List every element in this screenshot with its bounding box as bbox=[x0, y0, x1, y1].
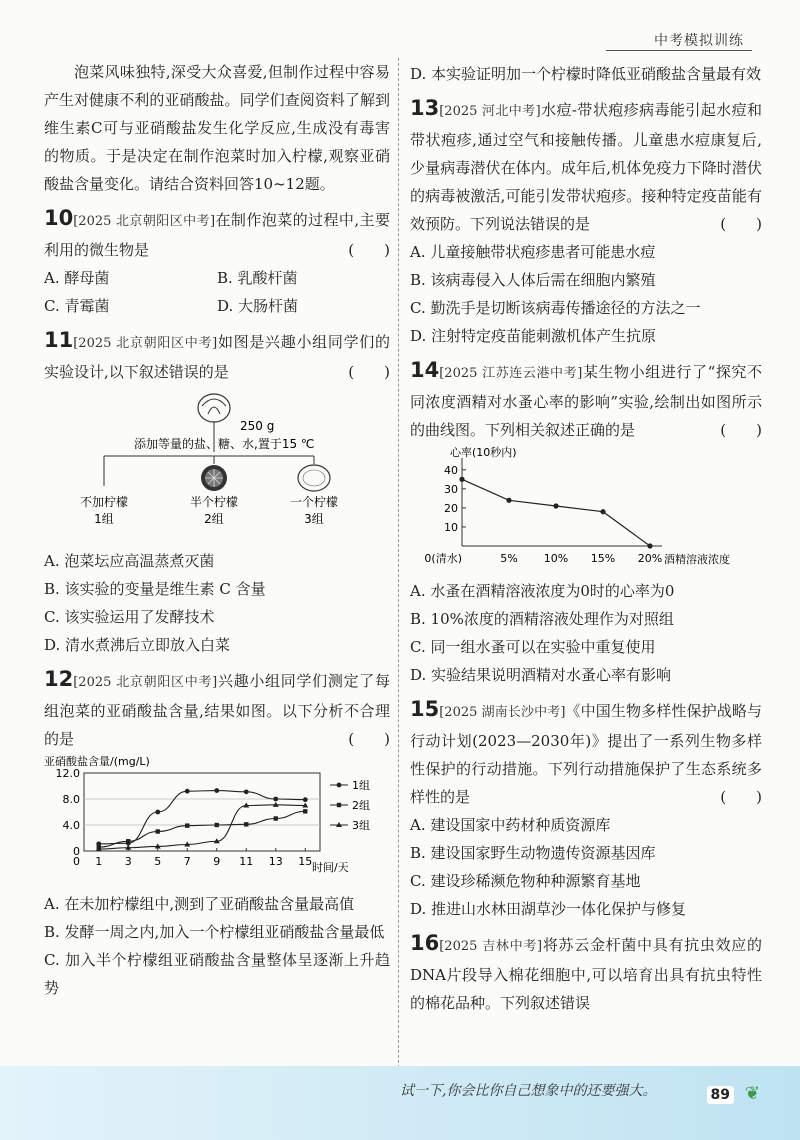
option-a[interactable]: A. 建设国家中药材种质资源库 bbox=[410, 816, 611, 834]
question-13 bbox=[410, 94, 762, 350]
question-stem: 如图是兴趣小组同学们的实验设计,以下叙述错误的是 bbox=[44, 333, 390, 381]
data-point bbox=[185, 789, 190, 794]
question-source: [2025 江苏连云港中考] bbox=[439, 366, 583, 381]
intro-paragraph: 泡菜风味独特,深受大众喜爱,但制作过程中容易产生对健康不利的亚硝酸盐。同学们查阅资料了解到维生素C可与亚硝酸盐发生化学反应,生成没有毒害的物质。于是决定在制作泡菜时加入柠檬,观察亚硝酸盐含量变化。请结合资料回答10~12题。 bbox=[44, 63, 390, 193]
group-3-name: 3组 bbox=[304, 512, 324, 526]
y-tick-label: 20 bbox=[444, 501, 458, 515]
question-number: 12 bbox=[44, 667, 74, 691]
data-point bbox=[647, 543, 652, 548]
series-line bbox=[462, 479, 650, 546]
data-point bbox=[185, 823, 189, 827]
half-lemon-icon bbox=[201, 465, 227, 491]
experiment-figure bbox=[44, 386, 390, 538]
x-tick-label: 5 bbox=[154, 855, 162, 868]
question-source: [2025 吉林中考] bbox=[439, 939, 543, 954]
data-point bbox=[600, 509, 605, 514]
legend-label: 2组 bbox=[352, 799, 370, 812]
x-tick-label: 0 bbox=[73, 855, 80, 868]
question-11 bbox=[44, 326, 390, 659]
group-2-label: 半个柠檬 bbox=[189, 495, 239, 509]
option-b[interactable]: B. 发酵一周之内,加入一个柠檬组亚硝酸盐含量最低 bbox=[44, 923, 385, 941]
option-d[interactable]: D. 本实验证明加一个柠檬时降低亚硝酸盐含量最有效 bbox=[410, 65, 762, 83]
section-label: 中考模拟训练 bbox=[654, 33, 744, 49]
question-source: [2025 北京朝阳区中考] bbox=[73, 336, 218, 351]
group-1-label: 不加柠檬 bbox=[79, 495, 129, 509]
x-tick-label: 9 bbox=[213, 855, 221, 868]
question-number: 15 bbox=[410, 697, 440, 721]
group-3-label: 一个柠檬 bbox=[289, 495, 339, 509]
y-tick-label: 4.0 bbox=[62, 819, 80, 832]
nitrite-chart bbox=[44, 753, 390, 881]
data-point bbox=[553, 503, 558, 508]
data-point bbox=[506, 498, 511, 503]
answer-paren: ( ) bbox=[720, 215, 762, 233]
header-rule bbox=[606, 50, 752, 51]
question-10 bbox=[44, 204, 390, 320]
option-c[interactable]: C. 加入半个柠檬组亚硝酸盐含量整体呈逐渐上升趋势 bbox=[44, 951, 390, 997]
question-12 bbox=[44, 665, 390, 1002]
y-tick-label: 8.0 bbox=[62, 793, 80, 806]
option-d[interactable]: D. 注射特定疫苗能刺激机体产生抗原 bbox=[410, 327, 657, 345]
option-c[interactable]: C. 青霉菌 bbox=[44, 297, 110, 315]
question-source: [2025 北京朝阳区中考] bbox=[73, 214, 216, 229]
option-a[interactable]: A. 在未加柠檬组中,测到了亚硝酸盐含量最高值 bbox=[44, 895, 355, 913]
option-a[interactable]: A. 水蚤在酒精溶液浓度为0时的心率为0 bbox=[410, 582, 675, 600]
x-tick-label: 13 bbox=[268, 855, 283, 868]
legend-marker bbox=[337, 783, 342, 788]
answer-paren: ( ) bbox=[720, 788, 762, 806]
group-2-name: 2组 bbox=[204, 512, 224, 526]
option-a[interactable]: A. 泡菜坛应高温蒸煮灭菌 bbox=[44, 552, 215, 570]
data-point bbox=[303, 797, 308, 802]
option-b[interactable]: B. 10%浓度的酒精溶液处理作为对照组 bbox=[410, 610, 674, 628]
x-tick-label: 20% bbox=[637, 552, 663, 565]
sprout-icon: ❦ bbox=[744, 1083, 760, 1104]
x-tick-label: 15 bbox=[298, 855, 313, 868]
answer-paren: ( ) bbox=[348, 730, 390, 748]
answer-paren: ( ) bbox=[348, 241, 390, 259]
question-stem: 《中国生物多样性保护战略与行动计划(2023—2030年)》提出了一系列生物多样性保护的行动措施。下列行动措施保护了生态系统多样性的是 bbox=[410, 702, 762, 806]
data-point bbox=[156, 829, 160, 833]
legend-label: 1组 bbox=[352, 779, 370, 792]
x-tick-label: 15% bbox=[590, 552, 616, 565]
y-tick-label: 30 bbox=[444, 482, 458, 496]
right-column bbox=[410, 58, 762, 1017]
footer-motto: 试一下,你会比你自己想象中的还要强大。 bbox=[400, 1083, 657, 1099]
lemon-icon bbox=[298, 465, 330, 491]
y-tick-label: 12.0 bbox=[55, 767, 80, 780]
answer-paren: ( ) bbox=[720, 421, 762, 439]
data-point bbox=[244, 822, 248, 826]
option-b[interactable]: B. 该实验的变量是维生素 C 含量 bbox=[44, 580, 266, 598]
chart-y-title: 亚硝酸盐含量/(mg/L) bbox=[44, 755, 150, 768]
question-stem: 在制作泡菜的过程中,主要利用的微生物是 bbox=[44, 211, 390, 259]
option-c[interactable]: C. 建设珍稀濒危物种种源繁育基地 bbox=[410, 872, 641, 890]
page-number: 89 bbox=[707, 1086, 734, 1104]
data-point bbox=[303, 809, 307, 813]
data-point bbox=[244, 789, 249, 794]
y-tick-label: 40 bbox=[444, 463, 458, 477]
question-source: [2025 北京朝阳区中考] bbox=[73, 675, 218, 690]
x-tick-label: 10% bbox=[543, 552, 569, 565]
question-14 bbox=[410, 356, 762, 689]
legend-marker bbox=[337, 803, 341, 807]
question-source: [2025 河北中考] bbox=[439, 104, 541, 119]
x-tick-label: 0(清水) bbox=[424, 552, 462, 565]
option-c[interactable]: C. 勤洗手是切断该病毒传播途径的方法之一 bbox=[410, 299, 701, 317]
weight-label: 250 g bbox=[240, 419, 275, 433]
x-tick-label: 1 bbox=[95, 855, 103, 868]
option-b[interactable]: B. 乳酸杆菌 bbox=[217, 269, 298, 287]
column-divider bbox=[398, 58, 399, 1068]
question-16 bbox=[410, 929, 762, 1017]
option-d[interactable]: D. 清水煮沸后立即放入白菜 bbox=[44, 636, 231, 654]
question-number: 11 bbox=[44, 328, 74, 352]
option-c[interactable]: C. 该实验运用了发酵技术 bbox=[44, 608, 215, 626]
option-c[interactable]: C. 同一组水蚤可以在实验中重复使用 bbox=[410, 638, 656, 656]
y-tick-label: 0 bbox=[73, 845, 80, 858]
left-column bbox=[44, 58, 390, 1002]
data-point bbox=[274, 816, 278, 820]
heart-rate-chart bbox=[410, 444, 762, 568]
option-b[interactable]: B. 该病毒侵入人体后需在细胞内繁殖 bbox=[410, 271, 656, 289]
plot-frame bbox=[84, 773, 320, 851]
question-number: 10 bbox=[44, 206, 74, 230]
condition-label: 添加等量的盐、糖、水,置于15 ℃ bbox=[134, 437, 315, 451]
option-d[interactable]: D. 实验结果说明酒精对水蚤心率有影响 bbox=[410, 666, 672, 684]
answer-paren: ( ) bbox=[348, 363, 390, 381]
question-15 bbox=[410, 695, 762, 923]
option-a[interactable]: A. 儿童接触带状疱疹患者可能患水痘 bbox=[410, 243, 656, 261]
data-point bbox=[214, 788, 219, 793]
question-stem: 将苏云金杆菌中具有抗虫效应的DNA片段导入棉花细胞中,可以培育出具有抗虫特性的棉花品种。下列叙述错误 bbox=[410, 936, 762, 1012]
x-tick-label: 11 bbox=[239, 855, 254, 868]
data-point bbox=[459, 477, 464, 482]
data-point bbox=[215, 823, 219, 827]
data-point bbox=[273, 797, 278, 802]
question-number: 16 bbox=[410, 931, 440, 955]
footer-band bbox=[0, 1066, 800, 1140]
x-tick-label: 7 bbox=[183, 855, 191, 868]
option-a[interactable]: A. 酵母菌 bbox=[44, 269, 110, 287]
question-stem: 兴趣小组同学们测定了每组泡菜的亚硝酸盐含量,结果如图。以下分析不合理的是 bbox=[44, 672, 390, 748]
question-stem: 某生物小组进行了“探究不同浓度酒精对水蚤心率的影响”实验,绘制出如图所示的曲线图。下列相关叙述正确的是 bbox=[410, 363, 762, 439]
option-d[interactable]: D. 大肠杆菌 bbox=[217, 297, 299, 315]
chart-x-title: 时间/天 bbox=[312, 861, 349, 874]
question-source: [2025 湖南长沙中考] bbox=[439, 705, 566, 720]
y-tick-label: 10 bbox=[444, 520, 458, 534]
x-tick-label: 3 bbox=[124, 855, 132, 868]
x-tick-label: 5% bbox=[500, 552, 518, 565]
option-b[interactable]: B. 建设国家野生动物遗传资源基因库 bbox=[410, 844, 656, 862]
question-stem: 水痘-带状疱疹病毒能引起水痘和带状疱疹,通过空气和接触传播。儿童患水痘康复后,少量病毒潜伏在体内。成年后,机体免疫力下降时潜伏的病毒被激活,可能引发带状疱疹。接种特定疫苗能有效预防。下列说法错误的是 bbox=[410, 101, 762, 233]
question-number: 13 bbox=[410, 96, 440, 120]
legend-label: 3组 bbox=[352, 819, 370, 832]
group-1-name: 1组 bbox=[94, 512, 114, 526]
chart-y-title: 心率(10秒内) bbox=[450, 446, 517, 459]
data-point bbox=[155, 810, 160, 815]
option-d[interactable]: D. 推进山水林田湖草沙一体化保护与修复 bbox=[410, 900, 687, 918]
cabbage-icon bbox=[198, 394, 230, 422]
chart-x-title: 酒精溶液浓度 bbox=[664, 553, 730, 566]
question-number: 14 bbox=[410, 358, 440, 382]
data-point bbox=[126, 839, 130, 843]
